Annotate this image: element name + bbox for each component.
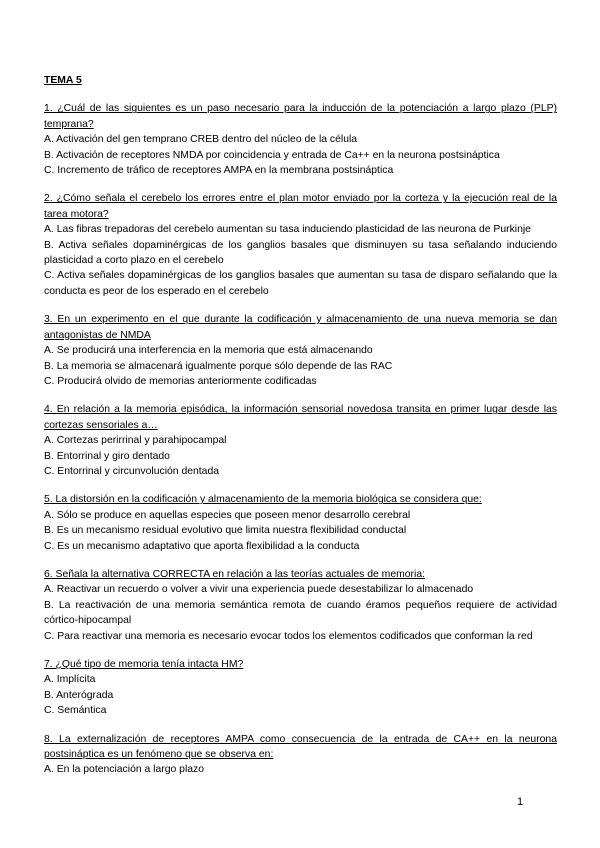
document-title: TEMA 5 (44, 75, 82, 86)
question-text: 1. ¿Cuál de las siguientes es un paso necesario para la inducción de la potenciación a largo plazo (PLP) temprana? (44, 103, 557, 130)
question-text: 8. La externalización de receptores AMPA como consecuencia de la entrada de CA++ en la neurona postsináptica es un fenómeno que se observa en: (44, 733, 557, 761)
answer-option: B. La reactivación de una memoria semántica remota de cuando éramos pequeños requiere de actividad córtico-hipocampal (44, 599, 557, 627)
question-text: 2. ¿Cómo señala el cerebelo los errores entre el plan motor enviado por la corteza y la ejecución real de la tarea motora? (44, 193, 557, 220)
answer-option: C. Entorrinal y circunvolución dentada (44, 465, 220, 477)
question-text: 3. En un experimento en el que durante la codificación y almacenamiento de una nueva memoria se dan antagonistas de NMDA (44, 314, 557, 341)
answer-option: C. Para reactivar una memoria es necesario evocar todos los elementos codificados que conforman la red (44, 630, 533, 642)
answer-option: C. Activa señales dopaminérgicas de los ganglios basales que aumentan su tasa de disparo señalando que la conducta es peor de los esperado en el cerebelo (44, 270, 557, 297)
answer-option: B. Activa señales dopaminérgicas de los ganglios basales que disminuyen su tasa señalando induciendo plasticidad a corto plazo en el cerebelo (44, 239, 557, 267)
page-number: 1 (517, 796, 524, 808)
question-block (44, 732, 557, 778)
question-block (44, 657, 557, 719)
answer-option: B. Activación de receptores NMDA por coincidencia y entrada de Ca++ en la neurona postsináptica (44, 149, 500, 161)
question-block (44, 402, 557, 479)
answer-option: A. Cortezas perirrinal y parahipocampal (44, 435, 227, 447)
answer-option: A. Activación del gen temprano CREB dentro del núcleo de la célula (44, 134, 358, 146)
answer-option: B. Anterógrada (44, 689, 114, 701)
answer-option: A. En la potenciación a largo plazo (44, 764, 205, 776)
answer-option: B. Entorrinal y giro dentado (44, 450, 170, 462)
question-block (44, 101, 557, 178)
question-text: 5. La distorsión en la codificación y almacenamiento de la memoria biológica se considera que: (44, 494, 482, 506)
question-text: 7. ¿Qué tipo de memoria tenía intacta HM? (44, 659, 244, 670)
document-content (44, 73, 557, 778)
answer-option: A. Implícita (44, 674, 96, 686)
answer-option: C. Es un mecanismo adaptativo que aporta flexibilidad a la conducta (44, 540, 360, 552)
answer-option: B. Es un mecanismo residual evolutivo que limita nuestra flexibilidad conductal (44, 525, 407, 537)
answer-option: A. Se producirá una interferencia en la memoria que está almacenando (44, 345, 373, 357)
answer-option: B. La memoria se almacenará igualmente porque sólo depende de las RAC (44, 360, 393, 372)
answer-option: C. Producirá olvido de memorias anteriormente codificadas (44, 375, 317, 387)
answer-option: A. Reactivar un recuerdo o volver a vivir una experiencia puede desestabilizar lo almacenado (44, 584, 474, 596)
answer-option: C. Semántica (44, 705, 107, 717)
question-block (44, 492, 557, 554)
answer-option: A. Sólo se produce en aquellas especies que poseen menor desarrollo cerebral (44, 509, 411, 521)
question-text: 4. En relación a la memoria episódica, la información sensorial novedosa transita en primer lugar desde las cortezas sensoriales a… (44, 404, 557, 431)
question-block (44, 567, 557, 644)
question-text: 6. Señala la alternativa CORRECTA en relación a las teorías actuales de memoria: (44, 568, 425, 580)
question-block (44, 191, 557, 299)
question-block (44, 312, 557, 389)
answer-option: A. Las fibras trepadoras del cerebelo aumentan su tasa induciendo plasticidad de las neurona de Purkinje (44, 224, 531, 236)
answer-option: C. Incremento de tráfico de receptores AMPA en la membrana postsináptica (44, 165, 394, 177)
